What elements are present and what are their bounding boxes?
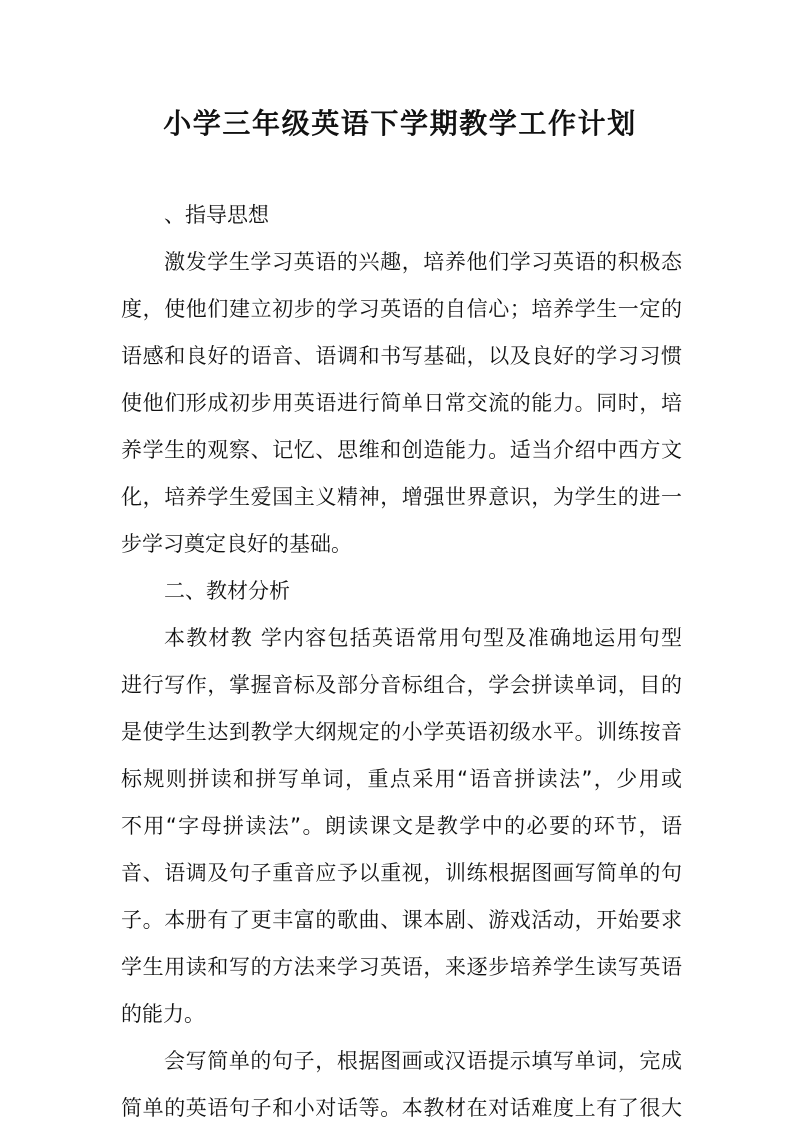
paragraph-line: 标规则拼读和拼写单词，重点采用“语音拼读法”，少用或 xyxy=(121,767,682,791)
paragraph-line: 是使学生达到教学大纲规定的小学英语初级水平。训练按音 xyxy=(121,720,682,744)
paragraph-line: 不用“字母拼读法”。朗读课文是教学中的必要的环节，语 xyxy=(121,814,682,838)
paragraph-line: 的能力。 xyxy=(121,1002,205,1026)
paragraph-line: 子。本册有了更丰富的歌曲、课本剧、游戏活动，开始要求 xyxy=(121,908,682,932)
section-heading-guiding-ideology: 、指导思想 xyxy=(164,203,269,227)
paragraph-line: 会写简单的句子，根据图画或汉语提示填写单词，完成 xyxy=(164,1049,682,1073)
paragraph-line: 化，培养学生爱国主义精神，增强世界意识，为学生的进一 xyxy=(121,485,682,509)
paragraph-line: 语感和良好的语音、语调和书写基础，以及良好的学习习惯 xyxy=(121,344,682,368)
paragraph-line: 进行写作，掌握音标及部分音标组合，学会拼读单词，目的 xyxy=(121,673,682,697)
paragraph-line: 音、语调及句子重音应予以重视，训练根据图画写简单的句 xyxy=(121,861,682,885)
section-heading-textbook-analysis: 二、教材分析 xyxy=(164,579,290,603)
paragraph-line: 步学习奠定良好的基础。 xyxy=(121,532,352,556)
document-title: 小学三年级英语下学期教学工作计划 xyxy=(163,107,637,140)
document-body xyxy=(121,192,682,1132)
paragraph-line: 简单的英语句子和小对话等。本教材在对话难度上有了很大 xyxy=(121,1096,682,1120)
paragraph-line: 激发学生学习英语的兴趣，培养他们学习英语的积极态 xyxy=(164,250,682,274)
paragraph-line: 使他们形成初步用英语进行简单日常交流的能力。同时，培 xyxy=(121,391,682,415)
paragraph-line: 养学生的观察、记忆、思维和创造能力。适当介绍中西方文 xyxy=(121,438,682,462)
paragraph-line: 度，使他们建立初步的学习英语的自信心；培养学生一定的 xyxy=(121,297,682,321)
paragraph-line: 本教材教 学内容包括英语常用句型及准确地运用句型 xyxy=(164,626,682,650)
paragraph-line: 学生用读和写的方法来学习英语，来逐步培养学生读写英语 xyxy=(121,955,682,979)
